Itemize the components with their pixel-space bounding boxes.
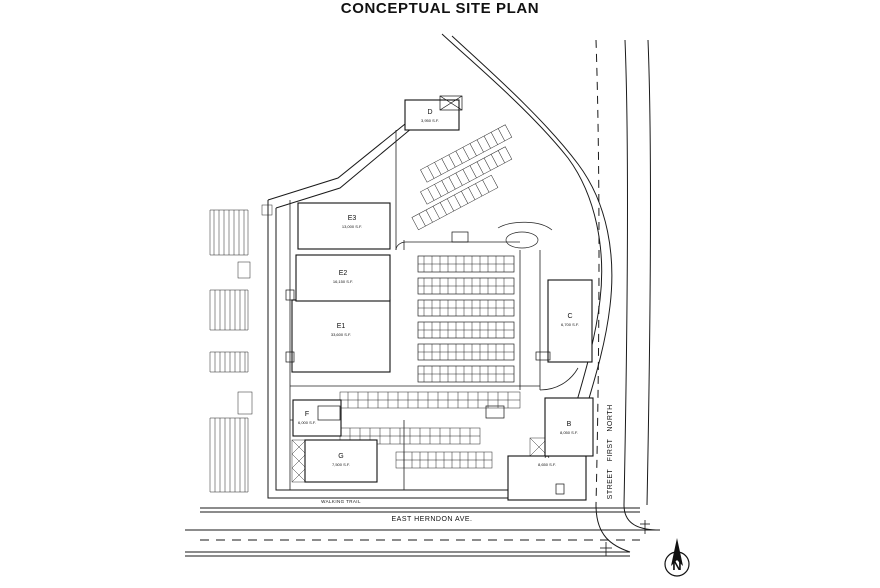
page-title: CONCEPTUAL SITE PLAN	[340, 0, 540, 17]
trail-label: WALKING TRAIL	[321, 499, 361, 504]
building-b[interactable]	[545, 398, 593, 456]
building-e3-area: 13,000 S.F.	[341, 224, 363, 229]
building-c-label: C	[567, 313, 573, 320]
parking-lot-rows	[210, 125, 578, 492]
building-e2[interactable]	[296, 255, 390, 301]
building-f[interactable]	[293, 400, 341, 436]
building-g-label: G	[338, 453, 344, 460]
building-e3[interactable]	[298, 203, 390, 249]
building-e1[interactable]	[292, 300, 390, 372]
building-g-area: 7,500 S.F.	[331, 462, 351, 467]
building-a-area: 8,650 S.F.	[537, 462, 557, 467]
building-g[interactable]	[305, 440, 377, 482]
building-d-area: 3,950 S.F.	[420, 118, 440, 123]
building-c-area: 6,700 S.F.	[560, 322, 580, 327]
building-b-area: 8,050 S.F.	[559, 430, 579, 435]
building-d[interactable]	[405, 100, 459, 130]
street-label-north: NORTH	[607, 404, 614, 432]
north-arrow-label: N	[672, 558, 682, 573]
building-c[interactable]	[548, 280, 592, 362]
building-f-label: F	[304, 411, 310, 418]
building-pads	[286, 96, 593, 500]
street-label-street: STREET	[607, 468, 614, 500]
building-e1-label: E1	[336, 323, 346, 330]
building-e2-label: E2	[338, 270, 348, 277]
building-b-label: B	[566, 421, 572, 428]
building-a[interactable]	[508, 453, 586, 500]
building-e3-label: E3	[347, 215, 357, 222]
building-e1-area: 33,600 S.F.	[330, 332, 352, 337]
street-label-herndon: EAST HERNDON AVE.	[391, 516, 473, 523]
building-e2-area: 16,150 S.F.	[332, 279, 354, 284]
street-label-first: FIRST	[607, 438, 614, 462]
building-d-label: D	[427, 109, 433, 116]
building-f-area: 6,000 S.F.	[297, 420, 317, 425]
